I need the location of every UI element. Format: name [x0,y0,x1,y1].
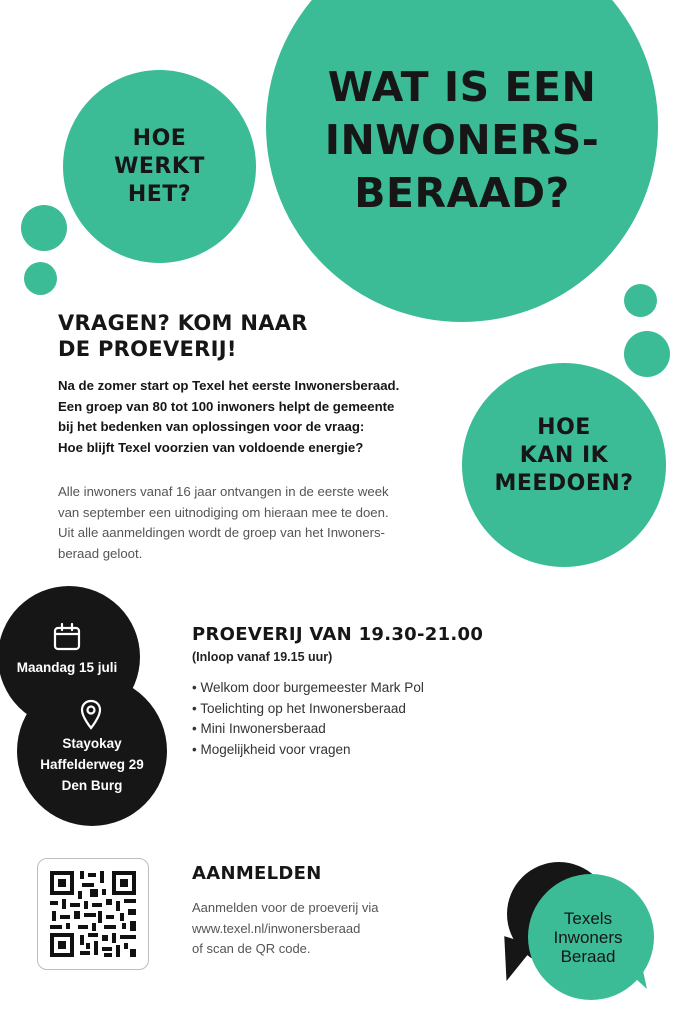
signup-heading: AANMELDEN [192,863,322,884]
calendar-icon [52,622,82,652]
signup-text: Aanmelden voor de proeverij via www.texel.nl/inwonersberaad of scan de QR code. [192,900,379,956]
intro-paragraph: Alle inwoners vanaf 16 jaar ontvangen in de eerste week van september een uitnodiging om hieraan mee te doen. Uit alle aanmeldingen wordt de groep van het Inwoners- beraad geloot. [58,484,389,561]
event-date: Maandag 15 juli [16,660,118,675]
how-it-works-text: HOE WERKT HET? [114,125,205,207]
deco-circle [21,205,67,251]
list-item: • Toelichting op het Inwonersberaad [192,699,424,720]
main-question-text: WAT IS EEN INWONERS- BERAAD? [324,62,600,217]
how-to-join-text: HOE KAN IK MEEDOEN? [494,415,634,496]
event-location: Stayokay Haffelderweg 29 Den Burg [40,736,144,793]
list-item: • Mogelijkheid voor vragen [192,740,424,761]
list-item: • Welkom door burgemeester Mark Pol [192,678,424,699]
event-subheading: (Inloop vanaf 19.15 uur) [192,650,333,664]
deco-circle [624,284,657,317]
qr-code[interactable] [37,858,149,970]
list-item: • Mini Inwonersberaad [192,719,424,740]
location-pin-icon [79,699,103,731]
qr-code-image [38,859,148,969]
program-list [192,678,424,760]
event-heading: PROEVERIJ VAN 19.30-21.00 [192,624,484,645]
intro-paragraph-bold: Na de zomer start op Texel het eerste Inwonersberaad. Een groep van 80 tot 100 inwoners helpt de gemeente bij het bedenken van oplossingen voor de vraag: Hoe blijft Texel voorzien van voldoende energie? [58,378,400,455]
intro-heading: VRAGEN? KOM NAAR DE PROEVERIJ! [58,311,308,361]
logo-text: Texels Inwoners Beraad [553,908,623,966]
deco-circle [24,262,57,295]
